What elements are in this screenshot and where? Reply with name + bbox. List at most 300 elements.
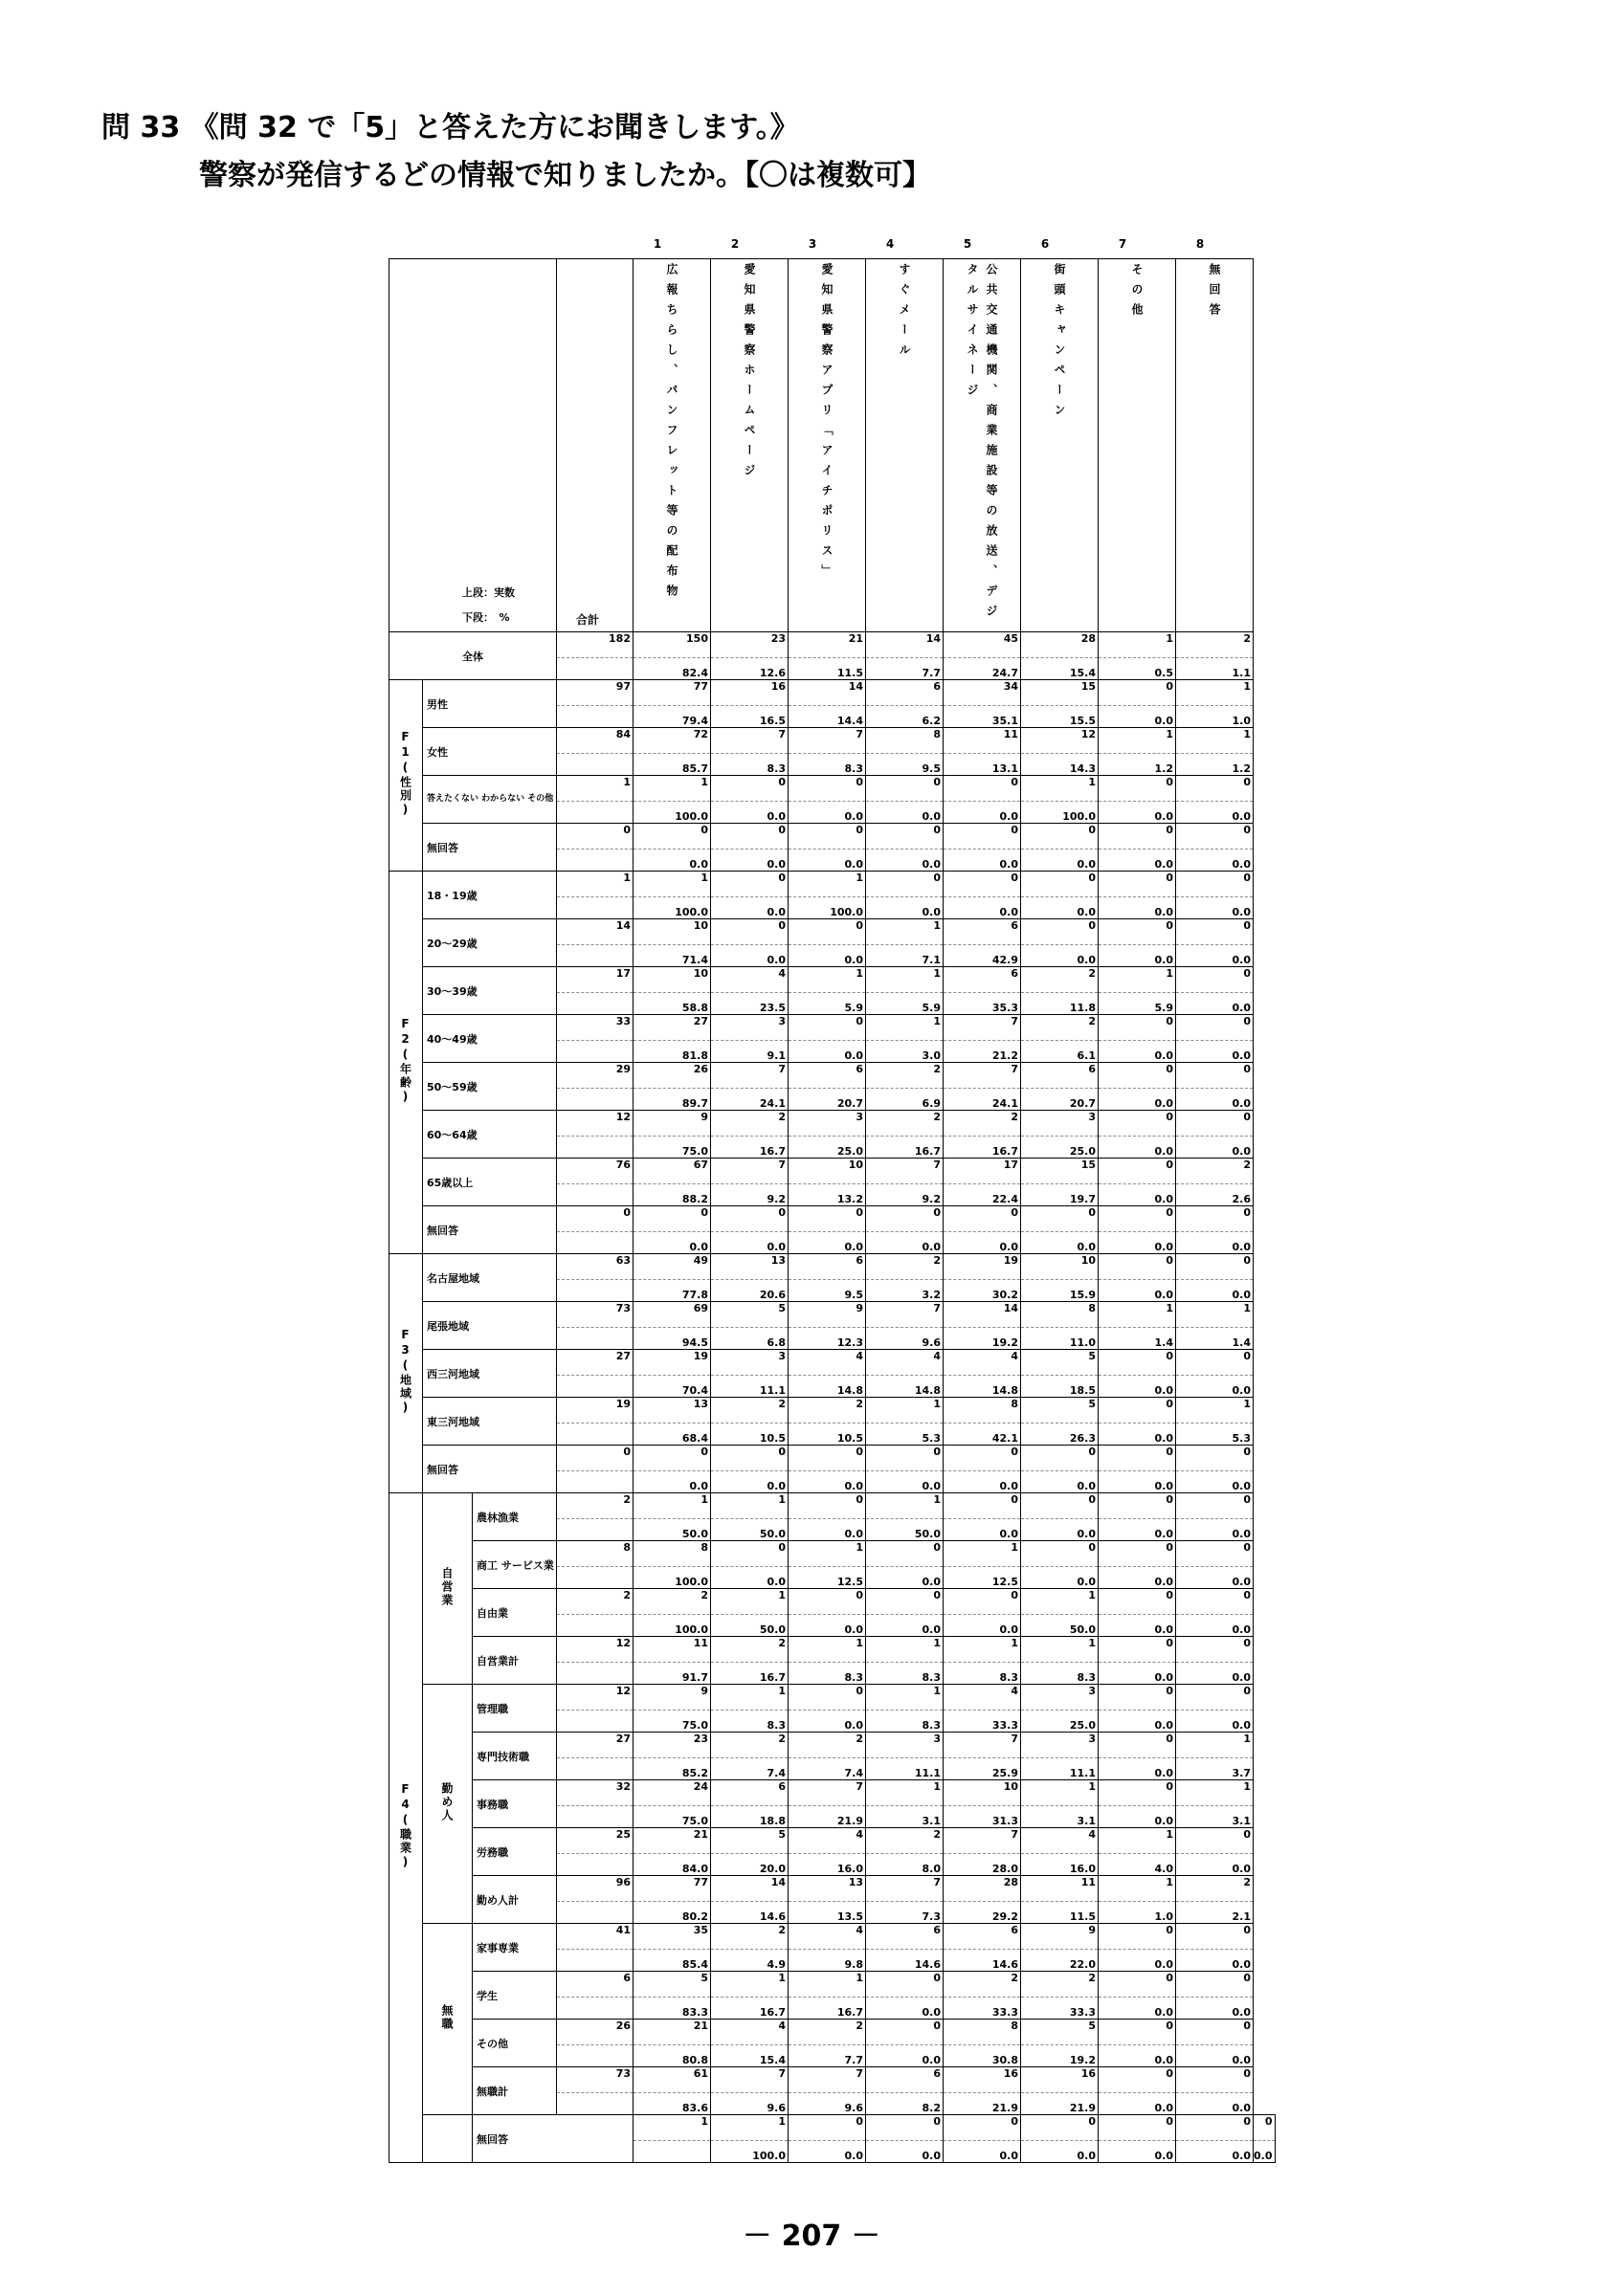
cell-percent: 14.4 bbox=[789, 706, 866, 728]
cell-total-percent bbox=[557, 1184, 634, 1206]
cell-count: 7 bbox=[711, 728, 789, 754]
cell-count: 9 bbox=[634, 1111, 711, 1137]
cell-count: 11 bbox=[1021, 1876, 1099, 1902]
cell-count: 0 bbox=[866, 776, 944, 802]
cell-count: 35 bbox=[634, 1924, 711, 1950]
cell-count: 1 bbox=[1176, 1398, 1254, 1424]
cell-count: 0 bbox=[866, 824, 944, 850]
cell-count: 67 bbox=[634, 1159, 711, 1184]
cell-percent: 30.2 bbox=[944, 1280, 1021, 1302]
table-row bbox=[389, 1828, 1276, 1854]
cell-count: 2 bbox=[789, 1398, 866, 1424]
cell-count: 1 bbox=[866, 1637, 944, 1663]
cell-total-percent bbox=[557, 850, 634, 872]
subgroup-tsutomenin bbox=[423, 1685, 473, 1924]
cell-percent: 21.9 bbox=[944, 2093, 1021, 2115]
cell-count: 11 bbox=[944, 728, 1021, 754]
cell-total: 1 bbox=[634, 2115, 711, 2141]
cell-percent: 35.3 bbox=[944, 993, 1021, 1015]
cell-percent: 0.0 bbox=[634, 850, 711, 872]
cell-total: 12 bbox=[557, 1685, 634, 1711]
cell-percent: 8.3 bbox=[944, 1663, 1021, 1685]
cell-percent: 1.0 bbox=[1099, 1902, 1176, 1924]
cell-count: 19 bbox=[634, 1350, 711, 1376]
cell-count: 0 bbox=[789, 824, 866, 850]
cell-count: 0 bbox=[1099, 1972, 1176, 1998]
table-row bbox=[389, 919, 1276, 945]
table-row bbox=[389, 1541, 1276, 1567]
column-number-4: 4 bbox=[885, 237, 895, 251]
cell-total: 97 bbox=[557, 680, 634, 706]
cell-percent: 0.0 bbox=[789, 1041, 866, 1063]
cell-percent: 0.0 bbox=[1021, 1519, 1099, 1541]
cell-percent: 1.1 bbox=[1176, 658, 1254, 680]
cell-count: 77 bbox=[634, 1876, 711, 1902]
cell-percent: 0.0 bbox=[866, 1471, 944, 1493]
cell-total-percent bbox=[557, 658, 634, 680]
cell-count: 0 bbox=[1099, 1254, 1176, 1280]
cell-percent: 18.8 bbox=[711, 1806, 789, 1828]
cell-count: 1 bbox=[1176, 1780, 1254, 1806]
cell-percent: 84.0 bbox=[634, 1854, 711, 1876]
group-F1 bbox=[389, 680, 423, 872]
cell-count: 7 bbox=[789, 1780, 866, 1806]
cell-total: 76 bbox=[557, 1159, 634, 1184]
cell-percent: 82.4 bbox=[634, 658, 711, 680]
cell-count: 0 bbox=[1099, 919, 1176, 945]
cell-percent: 77.8 bbox=[634, 1280, 711, 1302]
cell-percent: 0.0 bbox=[789, 850, 866, 872]
cell-count: 0 bbox=[1099, 1733, 1176, 1758]
cell-percent: 0.0 bbox=[1176, 897, 1254, 919]
table-row bbox=[389, 1159, 1276, 1184]
cell-count: 2 bbox=[1176, 632, 1254, 658]
table-row bbox=[389, 2115, 1276, 2141]
cell-percent: 0.0 bbox=[711, 1567, 789, 1589]
cell-count: 72 bbox=[634, 728, 711, 754]
header-total bbox=[557, 259, 634, 632]
cell-count: 0 bbox=[1099, 776, 1176, 802]
cell-count: 2 bbox=[711, 1398, 789, 1424]
cell-percent: 83.6 bbox=[634, 2093, 711, 2115]
column-header-label: その他 bbox=[1130, 263, 1144, 323]
cell-total: 29 bbox=[557, 1063, 634, 1089]
cell-count: 1 bbox=[1099, 1302, 1176, 1328]
cell-count: 0 bbox=[944, 2115, 1021, 2141]
cell-percent: 42.1 bbox=[944, 1424, 1021, 1446]
cell-count: 1 bbox=[1099, 728, 1176, 754]
row-label: 男性 bbox=[423, 680, 557, 728]
cell-count: 1 bbox=[1021, 1637, 1099, 1663]
cell-count: 0 bbox=[1099, 1780, 1176, 1806]
cell-count: 0 bbox=[1099, 872, 1176, 897]
cell-count: 0 bbox=[711, 824, 789, 850]
cell-count: 6 bbox=[789, 1063, 866, 1089]
cell-count: 4 bbox=[789, 1350, 866, 1376]
cell-percent: 15.4 bbox=[1021, 658, 1099, 680]
cell-percent: 15.9 bbox=[1021, 1280, 1099, 1302]
cell-percent: 22.0 bbox=[1021, 1950, 1099, 1972]
cell-count: 1 bbox=[1099, 1828, 1176, 1854]
cell-count: 0 bbox=[1099, 1159, 1176, 1184]
cell-percent: 0.0 bbox=[1099, 1184, 1176, 1206]
cell-percent: 75.0 bbox=[634, 1137, 711, 1159]
cell-total-percent bbox=[557, 1902, 634, 1924]
cell-percent: 0.0 bbox=[1099, 802, 1176, 824]
cell-percent: 0.0 bbox=[1099, 850, 1176, 872]
cell-total: 33 bbox=[557, 1015, 634, 1041]
cell-count: 77 bbox=[634, 680, 711, 706]
cell-total: 0 bbox=[557, 824, 634, 850]
cell-count: 1 bbox=[866, 1780, 944, 1806]
legend-bottom: 下段： % bbox=[462, 611, 510, 624]
column-header-label: 愛知県警察ホームページ bbox=[743, 263, 756, 484]
column-number-1: 1 bbox=[653, 237, 662, 251]
cell-count: 10 bbox=[789, 1159, 866, 1184]
cell-count: 0 bbox=[711, 776, 789, 802]
cell-total: 1 bbox=[557, 776, 634, 802]
cell-count: 49 bbox=[634, 1254, 711, 1280]
cell-count: 0 bbox=[634, 824, 711, 850]
cell-count: 0 bbox=[944, 776, 1021, 802]
cell-count: 2 bbox=[1021, 967, 1099, 993]
cell-count: 7 bbox=[944, 1828, 1021, 1854]
cell-count: 0 bbox=[1099, 2067, 1176, 2093]
column-header-1 bbox=[634, 259, 711, 632]
cell-count: 0 bbox=[1176, 872, 1254, 897]
cell-percent: 0.0 bbox=[944, 1232, 1021, 1254]
column-header-label: 公共交通機関、商業施設等の放送、デジタルサイネージ bbox=[966, 263, 998, 625]
cell-count: 1 bbox=[1099, 967, 1176, 993]
cell-count: 0 bbox=[1099, 1924, 1176, 1950]
table-row bbox=[389, 1446, 1276, 1471]
column-number-3: 3 bbox=[808, 237, 817, 251]
group-label: F1(性別) bbox=[398, 730, 412, 818]
cell-percent: 5.3 bbox=[866, 1424, 944, 1446]
cell-count: 2 bbox=[711, 1637, 789, 1663]
cell-count: 9 bbox=[789, 1302, 866, 1328]
table-row bbox=[389, 1780, 1276, 1806]
cell-percent: 0.0 bbox=[1099, 1424, 1176, 1446]
cell-percent: 1.4 bbox=[1099, 1328, 1176, 1350]
cell-percent: 0.0 bbox=[1176, 1854, 1254, 1876]
cell-percent: 0.0 bbox=[1021, 1567, 1099, 1589]
cell-percent: 5.9 bbox=[789, 993, 866, 1015]
cell-percent: 0.0 bbox=[866, 1232, 944, 1254]
cell-percent: 0.0 bbox=[866, 802, 944, 824]
cell-percent: 16.7 bbox=[711, 1137, 789, 1159]
cell-percent: 18.5 bbox=[1021, 1376, 1099, 1398]
cell-percent: 0.0 bbox=[1176, 2093, 1254, 2115]
cell-total: 19 bbox=[557, 1398, 634, 1424]
cell-percent: 100.0 bbox=[634, 1567, 711, 1589]
cell-percent: 0.0 bbox=[1176, 1041, 1254, 1063]
cell-percent: 14.8 bbox=[944, 1376, 1021, 1398]
cell-count: 3 bbox=[1021, 1733, 1099, 1758]
cell-percent: 0.0 bbox=[711, 802, 789, 824]
cell-count: 0 bbox=[789, 776, 866, 802]
cell-percent: 16.0 bbox=[1021, 1854, 1099, 1876]
row-label: 無職計 bbox=[473, 2067, 557, 2115]
cell-count: 1 bbox=[789, 872, 866, 897]
cell-percent: 83.3 bbox=[634, 1998, 711, 2020]
cell-percent: 0.0 bbox=[789, 1471, 866, 1493]
cell-count: 13 bbox=[711, 1254, 789, 1280]
cell-percent: 9.2 bbox=[711, 1184, 789, 1206]
cell-percent: 5.9 bbox=[866, 993, 944, 1015]
cell-percent: 79.4 bbox=[634, 706, 711, 728]
column-number-5: 5 bbox=[963, 237, 972, 251]
cell-percent: 0.0 bbox=[789, 945, 866, 967]
cell-count: 0 bbox=[1099, 2020, 1176, 2045]
cell-percent: 0.0 bbox=[1099, 706, 1176, 728]
cell-percent: 0.0 bbox=[1021, 897, 1099, 919]
cell-percent: 9.6 bbox=[866, 1328, 944, 1350]
row-label: 事務職 bbox=[473, 1780, 557, 1828]
cell-percent: 0.0 bbox=[866, 1615, 944, 1637]
cell-count: 1 bbox=[789, 1637, 866, 1663]
cell-count: 23 bbox=[634, 1733, 711, 1758]
cell-percent: 50.0 bbox=[1021, 1615, 1099, 1637]
table-row bbox=[389, 632, 1276, 658]
cell-percent: 0.0 bbox=[944, 1615, 1021, 1637]
cell-count: 0 bbox=[944, 1589, 1021, 1615]
column-header-6 bbox=[1021, 259, 1099, 632]
row-label: 全体 bbox=[389, 632, 557, 680]
cell-count: 150 bbox=[634, 632, 711, 658]
cell-total: 32 bbox=[557, 1780, 634, 1806]
cell-count: 10 bbox=[1021, 1254, 1099, 1280]
cell-percent: 0.0 bbox=[1099, 897, 1176, 919]
cell-count: 45 bbox=[944, 632, 1021, 658]
table-row bbox=[389, 1589, 1276, 1615]
cell-count: 2 bbox=[944, 1111, 1021, 1137]
cell-count: 7 bbox=[789, 728, 866, 754]
cell-count: 21 bbox=[634, 1828, 711, 1854]
cell-percent: 85.7 bbox=[634, 754, 711, 776]
cell-count: 6 bbox=[944, 967, 1021, 993]
cell-count: 0 bbox=[1021, 2115, 1099, 2141]
cell-percent: 0.0 bbox=[711, 1471, 789, 1493]
cell-percent: 33.3 bbox=[944, 1711, 1021, 1733]
cell-percent: 14.6 bbox=[944, 1950, 1021, 1972]
cell-percent: 0.0 bbox=[866, 897, 944, 919]
cell-total-percent bbox=[557, 1711, 634, 1733]
cell-percent: 1.2 bbox=[1099, 754, 1176, 776]
cell-count: 0 bbox=[1099, 824, 1176, 850]
cell-total-percent bbox=[557, 897, 634, 919]
table-row bbox=[389, 1350, 1276, 1376]
cell-percent: 42.9 bbox=[944, 945, 1021, 967]
cell-percent: 0.0 bbox=[634, 1232, 711, 1254]
row-label: 答えたくない わからない その他 bbox=[423, 776, 557, 824]
cell-percent: 16.7 bbox=[711, 1663, 789, 1685]
column-header-5 bbox=[944, 259, 1021, 632]
cell-count: 1 bbox=[1176, 680, 1254, 706]
cell-total-percent bbox=[557, 1854, 634, 1876]
cell-count: 17 bbox=[944, 1159, 1021, 1184]
cell-percent: 8.3 bbox=[711, 1711, 789, 1733]
cell-count: 61 bbox=[634, 2067, 711, 2093]
cell-percent: 7.4 bbox=[711, 1758, 789, 1780]
cell-percent: 0.0 bbox=[1176, 945, 1254, 967]
cell-count: 1 bbox=[866, 1015, 944, 1041]
cell-percent: 0.0 bbox=[711, 945, 789, 967]
cell-percent: 0.0 bbox=[1176, 2141, 1254, 2163]
cell-count: 19 bbox=[944, 1254, 1021, 1280]
cell-percent: 0.0 bbox=[1021, 1471, 1099, 1493]
row-label: 自由業 bbox=[473, 1589, 557, 1637]
cell-percent: 0.0 bbox=[1176, 802, 1254, 824]
cell-percent: 14.3 bbox=[1021, 754, 1099, 776]
cell-count: 8 bbox=[866, 728, 944, 754]
cell-count: 6 bbox=[944, 919, 1021, 945]
cell-count: 1 bbox=[1021, 1780, 1099, 1806]
subgroup-mushoku bbox=[423, 1924, 473, 2115]
cell-count: 1 bbox=[789, 1541, 866, 1567]
group-label: F3(地域) bbox=[398, 1328, 412, 1416]
cell-percent: 0.0 bbox=[1176, 1711, 1254, 1733]
column-header-2 bbox=[711, 259, 789, 632]
column-header-label: すぐメール bbox=[898, 263, 911, 364]
table-row bbox=[389, 680, 1276, 706]
cell-percent: 0.0 bbox=[944, 1471, 1021, 1493]
cell-total-percent bbox=[557, 2093, 634, 2115]
row-label: 女性 bbox=[423, 728, 557, 776]
cell-count: 8 bbox=[634, 1541, 711, 1567]
cell-total-percent bbox=[557, 1376, 634, 1398]
cell-total-percent bbox=[557, 1424, 634, 1446]
cell-percent: 8.2 bbox=[866, 2093, 944, 2115]
cell-count: 0 bbox=[1099, 1637, 1176, 1663]
cell-count: 2 bbox=[1176, 1876, 1254, 1902]
cell-total-percent bbox=[557, 1089, 634, 1111]
cell-percent: 14.6 bbox=[711, 1902, 789, 1924]
cell-percent: 0.0 bbox=[1176, 1280, 1254, 1302]
cell-percent: 0.0 bbox=[1176, 1950, 1254, 1972]
cell-percent: 0.0 bbox=[944, 802, 1021, 824]
cell-total-percent bbox=[557, 1615, 634, 1637]
cell-count: 7 bbox=[789, 2067, 866, 2093]
table-row bbox=[389, 1685, 1276, 1711]
table-row bbox=[389, 1254, 1276, 1280]
cell-percent: 0.0 bbox=[789, 1615, 866, 1637]
subgroup-jieigyo bbox=[423, 1493, 473, 1685]
cell-percent: 0.0 bbox=[1176, 1567, 1254, 1589]
cell-count: 4 bbox=[789, 1924, 866, 1950]
cell-percent: 16.7 bbox=[866, 1137, 944, 1159]
cell-count: 13 bbox=[634, 1398, 711, 1424]
column-header-4 bbox=[866, 259, 944, 632]
cell-count: 0 bbox=[1099, 1589, 1176, 1615]
cell-percent: 14.8 bbox=[789, 1376, 866, 1398]
cell-percent: 7.3 bbox=[866, 1902, 944, 1924]
cell-percent: 0.0 bbox=[1099, 1041, 1176, 1063]
cell-count: 0 bbox=[711, 1206, 789, 1232]
cell-percent: 0.0 bbox=[1099, 2141, 1176, 2163]
cell-count: 5 bbox=[1021, 2020, 1099, 2045]
cell-percent: 14.6 bbox=[866, 1950, 944, 1972]
column-header-label: 無回答 bbox=[1208, 263, 1221, 323]
cell-percent: 24.1 bbox=[711, 1089, 789, 1111]
cell-percent: 100.0 bbox=[634, 1615, 711, 1637]
cell-total: 6 bbox=[557, 1972, 634, 1998]
cell-percent: 0.0 bbox=[789, 1232, 866, 1254]
cell-count: 0 bbox=[1254, 2115, 1276, 2141]
cell-count: 0 bbox=[1176, 1685, 1254, 1711]
cell-percent: 0.0 bbox=[1021, 945, 1099, 967]
cell-percent: 20.7 bbox=[1021, 1089, 1099, 1111]
cell-count: 5 bbox=[1021, 1398, 1099, 1424]
cell-count: 4 bbox=[944, 1350, 1021, 1376]
cell-percent: 8.3 bbox=[866, 1711, 944, 1733]
cell-total: 2 bbox=[557, 1493, 634, 1519]
row-label: 無回答 bbox=[423, 824, 557, 872]
cell-percent: 7.1 bbox=[866, 945, 944, 967]
cell-percent: 0.0 bbox=[1176, 1519, 1254, 1541]
cell-total: 182 bbox=[557, 632, 634, 658]
cell-percent: 30.8 bbox=[944, 2045, 1021, 2067]
cell-percent: 20.6 bbox=[711, 1280, 789, 1302]
cell-total-percent bbox=[557, 1041, 634, 1063]
cell-count: 2 bbox=[711, 1733, 789, 1758]
cell-percent: 9.2 bbox=[866, 1184, 944, 1206]
cell-count: 1 bbox=[711, 1589, 789, 1615]
question-title-line1: 問 33 《問 32 で「5」と答えた方にお聞きします。》 bbox=[101, 111, 799, 144]
cell-percent: 0.0 bbox=[1099, 1089, 1176, 1111]
cell-percent: 94.5 bbox=[634, 1328, 711, 1350]
cell-count: 4 bbox=[789, 1828, 866, 1854]
table-row bbox=[389, 1924, 1276, 1950]
cell-count: 0 bbox=[866, 1972, 944, 1998]
cell-count: 2 bbox=[1021, 1972, 1099, 1998]
table-row bbox=[389, 872, 1276, 897]
cell-count: 0 bbox=[789, 1206, 866, 1232]
cell-count: 0 bbox=[1099, 1398, 1176, 1424]
cell-percent: 15.4 bbox=[711, 2045, 789, 2067]
cell-count: 0 bbox=[1176, 1206, 1254, 1232]
cell-percent: 0.0 bbox=[1099, 945, 1176, 967]
cell-count: 0 bbox=[1021, 1541, 1099, 1567]
cell-count: 69 bbox=[634, 1302, 711, 1328]
cell-percent: 0.0 bbox=[789, 1711, 866, 1733]
table-row bbox=[389, 967, 1276, 993]
cell-count: 0 bbox=[944, 824, 1021, 850]
cell-count: 0 bbox=[1176, 1924, 1254, 1950]
cell-total-percent bbox=[557, 1663, 634, 1685]
row-label: 専門技術職 bbox=[473, 1733, 557, 1780]
cell-percent: 85.2 bbox=[634, 1758, 711, 1780]
cell-percent: 50.0 bbox=[866, 1519, 944, 1541]
cell-count: 1 bbox=[866, 1398, 944, 1424]
row-label: 尾張地域 bbox=[423, 1302, 557, 1350]
cell-percent: 11.8 bbox=[1021, 993, 1099, 1015]
cell-count: 0 bbox=[1176, 2020, 1254, 2045]
cell-percent: 3.1 bbox=[1176, 1806, 1254, 1828]
cell-count: 0 bbox=[1099, 1206, 1176, 1232]
cell-percent: 58.8 bbox=[634, 993, 711, 1015]
cell-count: 9 bbox=[1021, 1924, 1099, 1950]
column-number-6: 6 bbox=[1040, 237, 1050, 251]
cell-percent: 0.0 bbox=[944, 897, 1021, 919]
table-row bbox=[389, 2067, 1276, 2093]
cell-percent: 0.0 bbox=[1176, 1137, 1254, 1159]
cell-percent: 0.0 bbox=[1099, 1615, 1176, 1637]
cell-count: 0 bbox=[1021, 919, 1099, 945]
cell-percent: 80.2 bbox=[634, 1902, 711, 1924]
table-row bbox=[389, 1733, 1276, 1758]
cell-count: 6 bbox=[789, 1254, 866, 1280]
